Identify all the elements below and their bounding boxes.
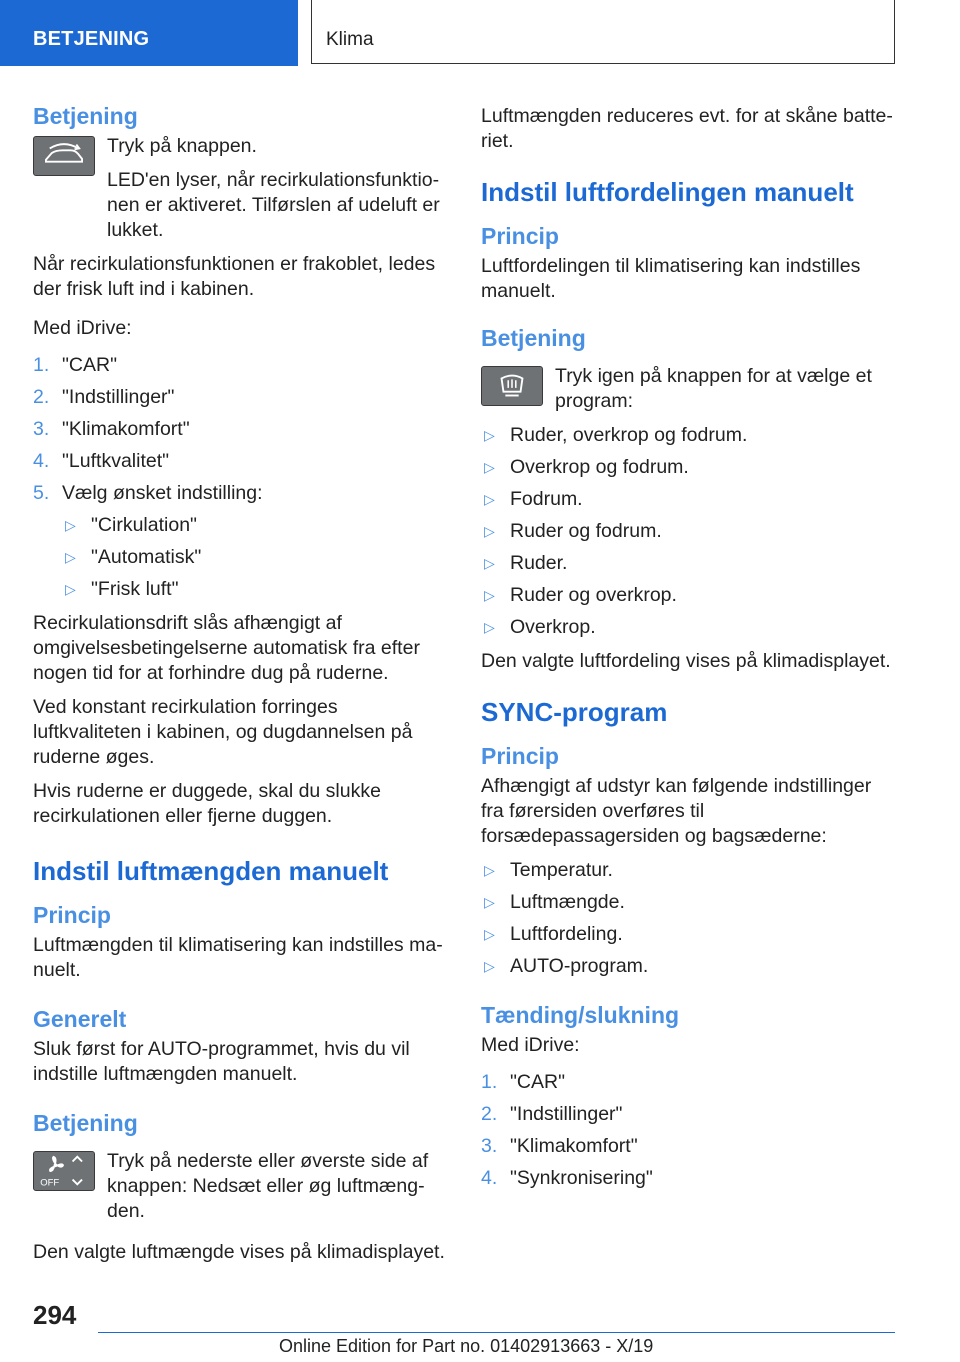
text-led-lights-content: LED'en lyser, når recirkulationsfunktionen er aktiveret. Tilførslen af udeluft er lukket. xyxy=(107,169,440,241)
heading-generelt: Generelt xyxy=(33,1006,127,1032)
distribution-instruction xyxy=(481,364,895,414)
idrive-steps xyxy=(33,353,447,602)
triangle-bullet-icon: ▷ xyxy=(484,958,495,974)
list-item xyxy=(33,417,447,442)
sync-text: Luftfordeling. xyxy=(510,923,623,945)
list-item xyxy=(481,954,895,979)
text-generelt: Sluk først for AUTO-programmet, hvis du vil indstille luftmængden manuelt. xyxy=(33,1038,410,1085)
text-med-idrive-right: Med iDrive: xyxy=(481,1034,580,1056)
sync-text: Temperatur. xyxy=(510,859,613,881)
program-text: Ruder. xyxy=(510,552,568,574)
text-battery: Luftmængden reduceres evt. for at skåne batteriet. xyxy=(481,105,893,152)
text-princip: Luftmængden til klimatisering kan indstilles manuelt. xyxy=(33,934,443,981)
triangle-bullet-icon: ▷ xyxy=(484,459,495,475)
list-item xyxy=(481,551,895,576)
list-item xyxy=(481,423,895,448)
list-item xyxy=(62,577,447,602)
text-sync: Afhængigt af udstyr kan følgende indstillinger fra førersiden overføres til forsædepassagersiden og bagsæderne: xyxy=(481,775,872,847)
option-text: "Frisk luft" xyxy=(91,578,179,600)
step-number: 3. xyxy=(33,418,50,440)
list-item xyxy=(481,455,895,480)
text-fogged-windows: Hvis ruderne er duggede, skal du slukke recirkulationen eller fjerne duggen. xyxy=(33,780,381,827)
triangle-bullet-icon: ▷ xyxy=(484,523,495,539)
heading-princip-right: Princip xyxy=(481,223,559,249)
program-text: Fodrum. xyxy=(510,488,583,510)
heading-sync: SYNC-program xyxy=(481,697,668,727)
text-press-again: Tryk igen på knappen for at vælge et program: xyxy=(555,365,872,412)
list-item xyxy=(62,545,447,570)
list-item xyxy=(62,513,447,538)
heading-taending: Tænding/slukning xyxy=(481,1002,680,1028)
right-column xyxy=(481,104,895,1200)
footer-divider xyxy=(98,1332,895,1333)
edition-note: Online Edition for Part no. 01402913663 - X/19 xyxy=(279,1336,654,1356)
list-item xyxy=(481,858,895,883)
text-press-button: Tryk på knappen. xyxy=(107,135,257,157)
list-item xyxy=(481,1070,895,1095)
list-item xyxy=(481,1102,895,1127)
step-text: "CAR" xyxy=(510,1071,566,1093)
fan-instruction xyxy=(33,1149,447,1224)
triangle-bullet-icon: ▷ xyxy=(484,427,495,443)
text-fan-display: Den valgte luftmængde vises på klimadisplayet. xyxy=(33,1241,445,1263)
sync-text: AUTO-program. xyxy=(510,955,649,977)
step-number: 2. xyxy=(33,386,50,408)
recirculation-button-icon xyxy=(33,136,95,176)
sync-list xyxy=(481,858,895,979)
step-text: "Synkronisering" xyxy=(510,1167,653,1189)
text-press-fan-content: Tryk på nederste eller øverste side af knappen: Nedsæt eller øg luftmængden. xyxy=(107,1150,429,1222)
chapter-title: Klima xyxy=(311,0,895,64)
step-number: 2. xyxy=(481,1103,498,1125)
program-list xyxy=(481,423,895,640)
triangle-bullet-icon: ▷ xyxy=(484,587,495,603)
triangle-bullet-icon: ▷ xyxy=(484,619,495,635)
triangle-bullet-icon: ▷ xyxy=(484,926,495,942)
list-item xyxy=(481,487,895,512)
program-text: Overkrop. xyxy=(510,616,596,638)
list-item xyxy=(33,449,447,474)
list-item xyxy=(33,353,447,378)
list-item xyxy=(33,385,447,410)
program-text: Ruder og fodrum. xyxy=(510,520,662,542)
heading-betjening-2: Betjening xyxy=(33,1110,138,1136)
list-item xyxy=(481,1134,895,1159)
list-item xyxy=(481,519,895,544)
text-constant-recirc: Ved konstant recirkulation forringes luftkvaliteten i kabinen, og dugdannelsen på ruderne øges. xyxy=(33,696,413,768)
fan-off-button-icon xyxy=(33,1151,95,1191)
text-med-idrive: Med iDrive: xyxy=(33,317,132,339)
text-recirc-auto-off: Recirkulationsdrift slås afhængigt af omgivelsesbetingelserne automatisk fra efter nogen tid for at forhindre dug på ruderne. xyxy=(33,612,420,684)
list-item xyxy=(481,583,895,608)
list-item xyxy=(481,890,895,915)
setting-options xyxy=(62,513,447,602)
text-distribution-display: Den valgte luftfordeling vises på klimadisplayet. xyxy=(481,650,891,672)
step-text: Vælg ønsket indstilling: xyxy=(62,482,263,504)
step-text: "Luftkvalitet" xyxy=(62,450,170,472)
step-number: 4. xyxy=(33,450,50,472)
triangle-bullet-icon: ▷ xyxy=(65,581,76,597)
step-text: "CAR" xyxy=(62,354,118,376)
list-item xyxy=(481,615,895,640)
heading-betjening: Betjening xyxy=(33,103,138,129)
text-press-fan xyxy=(107,1149,447,1224)
triangle-bullet-icon: ▷ xyxy=(484,555,495,571)
heading-princip-sync: Princip xyxy=(481,743,559,769)
heading-betjening-right: Betjening xyxy=(481,325,586,351)
step-number: 1. xyxy=(33,354,50,376)
list-item xyxy=(481,1166,895,1191)
page-header xyxy=(0,0,960,66)
text-led-lights xyxy=(107,168,447,243)
heading-luftfordeling: Indstil luftfordelingen manuelt xyxy=(481,177,854,207)
sync-steps xyxy=(481,1070,895,1191)
text-recirc-off: Når recirkulationsfunktionen er frakoblet, ledes der frisk luft ind i kabinen. xyxy=(33,253,436,300)
text-princip-right: Luftfordelingen til klimatisering kan indstilles manuelt. xyxy=(481,255,861,302)
air-distribution-button-icon xyxy=(481,366,543,406)
program-text: Ruder og overkrop. xyxy=(510,584,677,606)
list-item xyxy=(481,922,895,947)
page-number: 294 xyxy=(33,1300,77,1330)
triangle-bullet-icon: ▷ xyxy=(484,862,495,878)
sync-text: Luftmængde. xyxy=(510,891,625,913)
triangle-bullet-icon: ▷ xyxy=(65,549,76,565)
option-text: "Cirkulation" xyxy=(91,514,197,536)
program-text: Overkrop og fodrum. xyxy=(510,456,689,478)
list-item xyxy=(33,481,447,602)
step-number: 5. xyxy=(33,482,50,504)
triangle-bullet-icon: ▷ xyxy=(484,491,495,507)
step-number: 3. xyxy=(481,1135,498,1157)
step-text: "Indstillinger" xyxy=(62,386,175,408)
heading-princip: Princip xyxy=(33,902,111,928)
option-text: "Automatisk" xyxy=(91,546,202,568)
triangle-bullet-icon: ▷ xyxy=(484,894,495,910)
step-text: "Klimakomfort" xyxy=(510,1135,638,1157)
step-number: 4. xyxy=(481,1167,498,1189)
recirculation-instruction xyxy=(33,134,447,243)
triangle-bullet-icon: ▷ xyxy=(65,517,76,533)
section-tab: BETJENING xyxy=(0,0,298,66)
step-text: "Klimakomfort" xyxy=(62,418,190,440)
program-text: Ruder, overkrop og fodrum. xyxy=(510,424,748,446)
left-column xyxy=(33,100,447,1274)
heading-luftmaengde: Indstil luftmængden manuelt xyxy=(33,856,389,886)
step-number: 1. xyxy=(481,1071,498,1093)
step-text: "Indstillinger" xyxy=(510,1103,623,1125)
svg-text:OFF: OFF xyxy=(40,1177,60,1189)
